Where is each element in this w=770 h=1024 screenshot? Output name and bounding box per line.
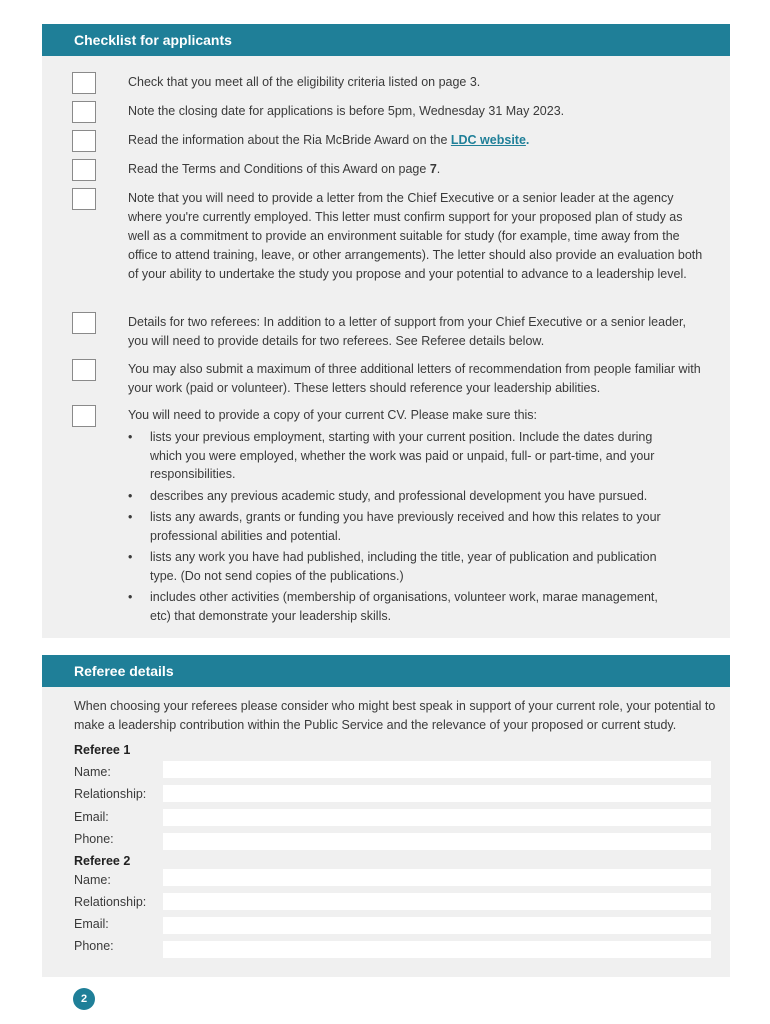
referee-2-email-input[interactable] [163,917,711,934]
referee-2-name-label: Name: [74,873,111,887]
referee-1-relationship-label: Relationship: [74,787,147,801]
checklist-checkbox[interactable] [72,101,96,123]
checklist-item-text: Details for two referees: In addition to a letter of support from your Chief Executive or a senior leader, you will need to provide details for two referees. See Referee details below. [128,315,686,348]
checklist-checkbox[interactable] [72,72,96,94]
referee-1-name-input[interactable] [163,761,711,778]
referee-2-email-label: Email: [74,917,109,931]
ldc-website-link[interactable]: LDC website [450,133,526,147]
checklist-item-text: Note that you will need to provide a letter from the Chief Executive or a senior leader at the agency where you're currently employed. This letter must confirm support for your proposed plan of study as well as a commitment to provide an environment suitable for study (for example, time away from the office to attend training, leave, or other arrangements). The letter should also provide an evaluation both of your ability to undertake the study you propose and your potential to advance to a leadership level. [128,191,703,281]
referee-1-heading: Referee 1 [74,743,131,757]
checklist-checkbox[interactable] [72,312,96,334]
referee-1-phone-label: Phone: [74,832,114,846]
referee-title: Referee details [42,655,730,687]
checklist-panel [42,24,730,638]
checklist-checkbox[interactable] [72,130,96,152]
checklist-item-text: Read the Terms and Conditions of this Award on page 7. [128,162,441,176]
referee-intro: When choosing your referees please consider who might best speak in support of your current role, your potential to make a leadership contribution within the Public Service and the relevance of your proposed or current study. [74,699,716,732]
list-item: • lists any work you have had published, including the title, year of publication and publication type. (Do not send copies of the publications.) [128,548,668,585]
checklist-checkbox[interactable] [72,188,96,210]
checklist-title: Checklist for applicants [42,24,730,56]
referee-1-email-label: Email: [74,810,109,824]
referee-1-relationship-input[interactable] [163,785,711,802]
referee-2-phone-input[interactable] [163,941,711,958]
referee-panel [42,655,730,977]
checklist-item-text: Read the information about the Ria McBride Award on the LDC website. [128,133,530,147]
checklist-item-text: Note the closing date for applications is before 5pm, Wednesday 31 May 2023. [128,104,565,118]
list-item: • lists your previous employment, starting with your current position. Include the dates during which you were employed, whether the work was paid or unpaid, full- or part-time, and your responsibilities. [128,428,668,484]
list-item: • describes any previous academic study, and professional development you have pursued. [128,487,668,506]
referee-2-relationship-input[interactable] [163,893,711,910]
referee-2-name-input[interactable] [163,869,711,886]
list-item: • lists any awards, grants or funding you have previously received and how this relates to your professional abilities and potential. [128,508,668,545]
referee-2-relationship-label: Relationship: [74,895,147,909]
referee-1-phone-input[interactable] [163,833,711,850]
checklist-item-text: You will need to provide a copy of your current CV. Please make sure this: • lists your previous employment, starting with your current position. Include the dates during which you were employed, whether the work was paid or unpaid, full- or part-time, and your responsibilities. • describes any previous academic study, and professional development you have pursued. • lists any awards, grants or funding you have previously received and how this relates to your professional abilities and potential. • lists any work you have had published, including the title, year of publication and publication type. (Do not send copies of the publications.) • includes other activities (membership of organisations, volunteer work, marae management, etc) that demonstrate your leadership skills. [128,406,703,628]
checklist-item-text: Check that you meet all of the eligibility criteria listed on page 3. [128,75,481,89]
checklist-checkbox[interactable] [72,405,96,427]
referee-1-name-label: Name: [74,765,111,779]
checklist-checkbox[interactable] [72,359,96,381]
checklist-item-text: You may also submit a maximum of three additional letters of recommendation from people familiar with your work (paid or volunteer). These letters should reference your leadership abilities. [128,362,701,395]
checklist-checkbox[interactable] [72,159,96,181]
referee-1-email-input[interactable] [163,809,711,826]
referee-2-phone-label: Phone: [74,939,114,953]
list-item: • includes other activities (membership of organisations, volunteer work, marae management, etc) that demonstrate your leadership skills. [128,588,668,625]
cv-requirements-list [128,428,703,625]
referee-2-heading: Referee 2 [74,854,131,868]
page-number: 2 [73,988,95,1010]
